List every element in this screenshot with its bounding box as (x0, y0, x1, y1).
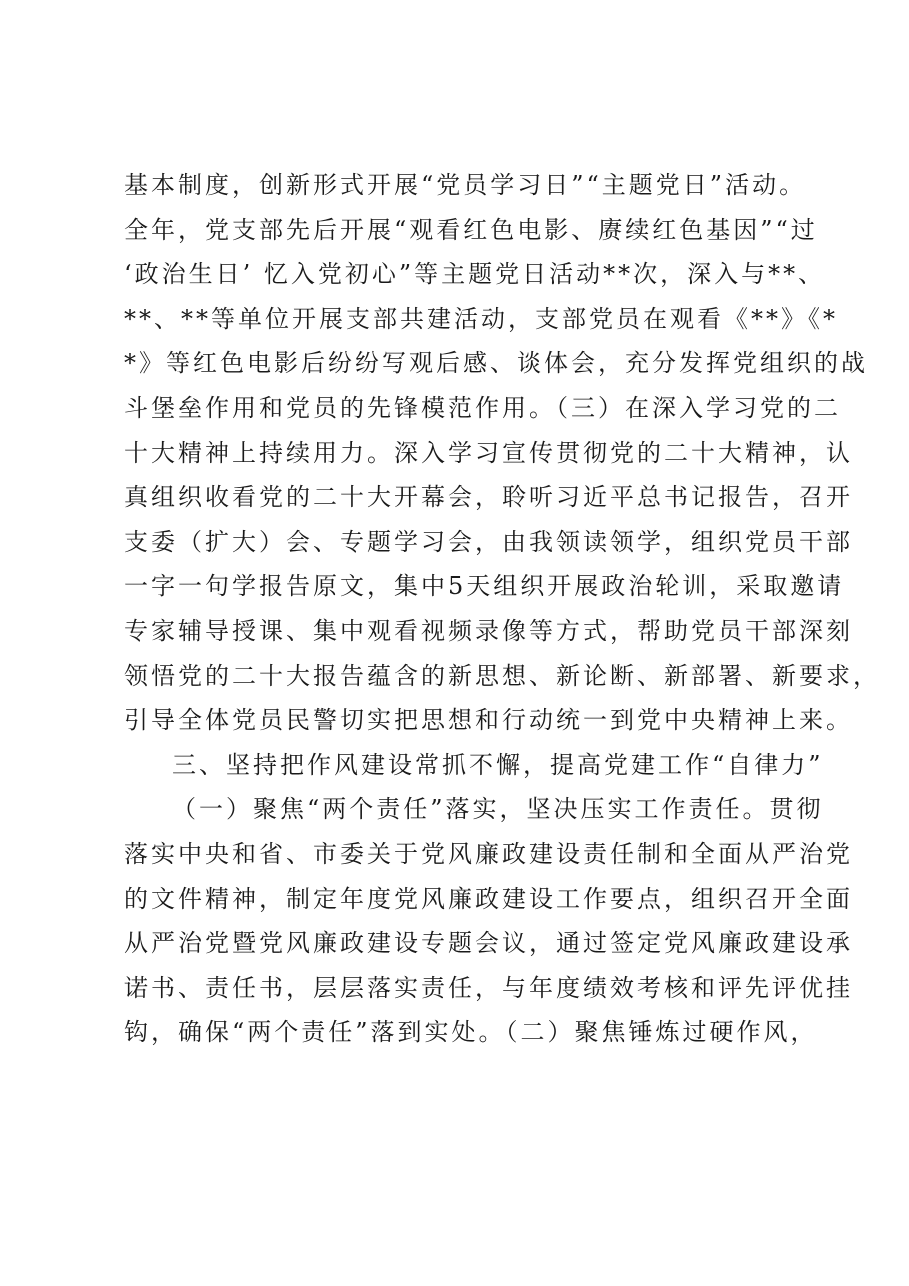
text-line: 的文件精神，制定年度党风廉政建设工作要点，组织召开全面 (124, 884, 853, 913)
text-line: 基本制度，创新形式开展“党员学习日”“主题党日”活动。 (124, 171, 807, 199)
text-line: 一字一句学报告原文，集中5天组织开展政治轮训，采取邀请 (124, 572, 845, 601)
text-line: 十大精神上持续用力。深入学习宣传贯彻党的二十大精神，认 (124, 438, 853, 467)
text-line: 全年，党支部先后开展“观看红色电影、赓续红色基因”“过 (124, 215, 818, 244)
body-text (124, 163, 880, 1055)
text-line: ‘政治生日’ 忆入党初心”等主题党日活动**次，深入与**、 (124, 260, 826, 289)
text-line: *》等红色电影后纷纷写观后感、谈体会，充分发挥党组织的战 (124, 349, 868, 378)
text-line: 斗堡垒作用和党员的先锋模范作用。（三）在深入学习党的二 (124, 393, 841, 422)
section-heading: 三、坚持把作风建设常抓不懈，提高党建工作“自律力” (172, 750, 824, 779)
text-line: 引导全体党员民警切实把思想和行动统一到党中央精神上来。 (124, 706, 853, 735)
text-line: 钩，确保“两个责任”落到实处。（二）聚焦锤炼过硬作风， (124, 1018, 818, 1047)
text-line: 支委（扩大）会、专题学习会，由我领读领学，组织党员干部 (124, 527, 853, 556)
text-line: （一）聚焦“两个责任”落实，坚决压实工作责任。贯彻 (172, 795, 824, 824)
text-line: 诺书、责任书，层层落实责任，与年度绩效考核和评先评优挂 (124, 973, 853, 1002)
text-line: 真组织收看党的二十大开幕会，聆听习近平总书记报告，召开 (124, 483, 853, 512)
text-line: 专家辅导授课、集中观看视频录像等方式，帮助党员干部深刻 (124, 616, 853, 645)
text-line: 从严治党暨党风廉政建设专题会议，通过签定党风廉政建设承 (124, 929, 853, 958)
text-line: **、**等单位开展支部共建活动，支部党员在观看《**》《* (124, 304, 838, 333)
text-line: 领悟党的二十大报告蕴含的新思想、新论断、新部署、新要求， (124, 661, 880, 690)
text-line: 落实中央和省、市委关于党风廉政建设责任制和全面从严治党 (124, 839, 853, 868)
